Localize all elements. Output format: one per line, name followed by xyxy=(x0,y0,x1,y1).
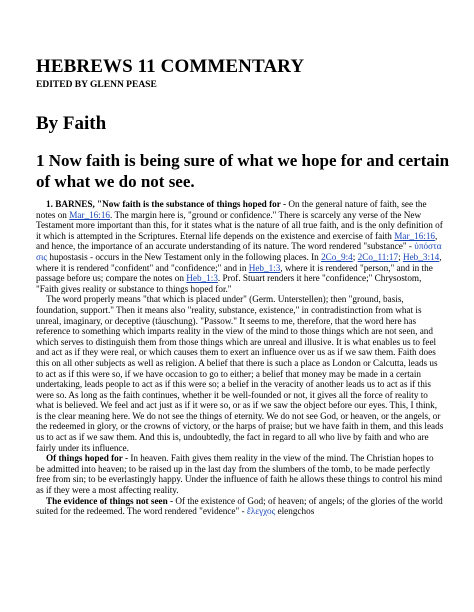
paragraph-things-hoped-for xyxy=(36,453,444,495)
document-title: HEBREWS 11 COMMENTARY xyxy=(36,56,305,77)
text-run: , where it is rendered "confident" and "confidence;" and in xyxy=(36,251,442,273)
text-run: elengchos xyxy=(275,506,315,517)
greek-word: ἔλεγχος xyxy=(246,506,276,517)
paragraph-barnes xyxy=(36,199,444,294)
section-title: By Faith xyxy=(36,113,107,134)
text-run: , and hence, the importance of an accurate understanding of its nature. The word rendered "substance" - xyxy=(36,230,438,252)
scripture-link[interactable]: 2Co_9:4 xyxy=(321,251,353,262)
text-run: hupostasis - occurs in the New Testament only in the following places. In xyxy=(47,251,322,262)
text-run: Of the existence of God; of heaven; of angels; of the glories of the world suited for the redeemed. The word rendered "evidence" - xyxy=(36,495,443,517)
scripture-link[interactable]: Mar_16:16 xyxy=(394,230,436,241)
paragraph-evidence xyxy=(36,496,444,517)
verse-heading: 1 Now faith is being sure of what we hope for and certain of what we do not see. xyxy=(36,151,450,191)
commentary-body xyxy=(36,199,444,517)
editor-line: EDITED BY GLENN PEASE xyxy=(36,80,157,90)
scripture-link[interactable]: Heb_3:14 xyxy=(402,251,440,262)
greek-word: ὑπόστα σις xyxy=(36,241,442,262)
paragraph-lead: 1. BARNES, "Now faith is the substance of things hoped for - xyxy=(46,199,287,209)
text-run: . The margin here is, "ground or confidence." There is scarcely any verse of the New Testament more important than this, for it states what is the nature of all true faith, and is the only definition of it which is attempted in the Scriptures. Eternal life depends on the existence and exercise of faith xyxy=(36,209,443,241)
text-run: . Prof. Stuart renders it here "confidence;" Chrysostom, "Faith gives reality or substance to things hoped for." xyxy=(36,273,422,294)
paragraph-word-meaning: The word properly means "that which is placed under" (Germ. Unterstellen); then "ground, basis, foundation, support." Then it means also "reality, substance, existence," in contradistinction from what is unreal, imaginary, or deceptive (täuschung). "Passow." It seems to me, therefore, that the word here has reference to something which imparts reality in the view of the mind to those things which are not seen, and which serves to distinguish them from those things which are unreal and illusive. It is what enables us to feel and act as if they were real, or which causes them to exert an influence over us as if we saw them. Faith does this on all other subjects as well as religion. A belief that there is such a place as London or Calcutta, leads us to act as if this were so, if we have occasion to go to either; a belief that money may be made in a certain undertaking, leads people to act as if this were so; a belief in the veracity of another leads us to act as if this were so. As long as the faith continues, whether it be well-founded or not, it gives all the force of reality to what is believed. We feel and act just as if it were so, or as if we saw the object before our eyes. This, I think, is the clear meaning here. We do not see the things of eternity. We do not see God, or heaven, or the angels, or the redeemed in glory, or the crowns of victory, or the harps of praise; but we have faith in them, and this leads us to act as if we saw them. And this is, undoubtedly, the fact in regard to all who live by faith and who are fairly under its influence. xyxy=(36,294,444,453)
text-run: ; xyxy=(398,251,403,262)
text-run: , where it is rendered "person," and in the passage before us; compare the notes on xyxy=(36,262,433,284)
text-run: In heaven. Faith gives them reality in the view of the mind. The Christian hopes to be admitted into heaven; to be raised up in the last day from the slumbers of the tomb, to be made perfectly free from sin; to be everlastingly happy. Under the influence of faith he allows these things to control his mind as if they were a most affecting reality. xyxy=(36,453,443,496)
paragraph-lead: The evidence of things not seen - xyxy=(46,495,174,506)
scripture-link[interactable]: Mar_16:16 xyxy=(69,209,111,220)
scripture-link[interactable]: Heb_1:3 xyxy=(186,273,218,284)
text-run: On the general nature of faith, see the notes on xyxy=(36,199,427,220)
text-run: ; xyxy=(352,251,358,262)
paragraph-lead: Of things hoped for - xyxy=(46,453,129,464)
scripture-link[interactable]: 2Co_11:17 xyxy=(357,251,399,262)
scripture-link[interactable]: Heb_1:3 xyxy=(248,262,281,273)
